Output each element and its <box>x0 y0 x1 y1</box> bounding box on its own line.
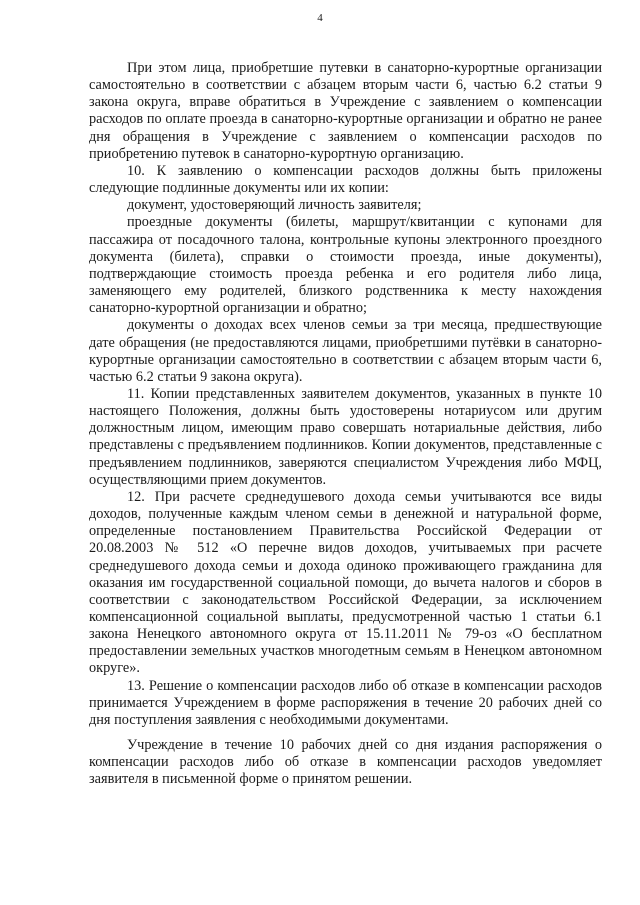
paragraph-identity-document: документ, удостоверяющий личность заявителя; <box>127 197 422 214</box>
paragraph-income-documents: документы о доходах всех членов семьи за три месяца, предшествующие дате обращения (не предоставляются лицами, приобретшими путёвки в санаторно-курортные организации самостоятельно в соответствии с абзацем вторым части 6, частью 6.2 статьи 9 закона округа). <box>89 317 602 385</box>
paragraph-11-copies: 11. Копии представленных заявителем документов, указанных в пункте 10 настоящего Положения, должны быть удостоверены нотариусом или другим должностным лицом, имеющим право совершать нотариальные действия, либо представлены с предъявлением подлинников. Копии документов, представленные с предъявлением подлинников, заверяются специалистом Учреждения либо МФЦ, осуществляющими прием документов. <box>89 385 602 488</box>
page-number: 4 <box>317 12 323 24</box>
paragraph-notification: Учреждение в течение 10 рабочих дней со дня издания распоряжения о компенсации расходов либо об отказе в компенсации расходов уведомляет заявителя в письменной форме о принятом решении. <box>89 737 602 788</box>
paragraph-10-documents: 10. К заявлению о компенсации расходов должны быть приложены следующие подлинные документы или их копии: <box>89 162 602 197</box>
paragraph-12-income-calculation: 12. При расчете среднедушевого дохода семьи учитываются все виды доходов, полученные каждым членом семьи в денежной и натуральной форме, определенные постановлением Правительства Российской Федерации от 20.08.2003 № 512 «О перечне видов доходов, учитываемых при расчете среднедушевого дохода семьи и дохода одиноко проживающего гражданина для оказания им государственной социальной помощи, до вычета налогов и сборов в соответствии с законодательством Российской Федерации, за исключением компенсационной социальной выплаты, предусмотренной частью 1 статьи 6.1 закона Ненецкого автономного округа от 15.11.2011 № 79-оз «О бесплатном предоставлении земельных участков многодетным семьям в Ненецком автономном округе». <box>89 488 602 677</box>
paragraph-13-decision: 13. Решение о компенсации расходов либо об отказе в компенсации расходов принимается Учреждением в форме распоряжения в течение 20 рабочих дней со дня поступления заявления с необходимыми документами. <box>89 677 602 728</box>
document-body <box>89 60 602 789</box>
paragraph-travel-self-purchase: При этом лица, приобретшие путевки в санаторно-курортные организации самостоятельно в соответствии с абзацем вторым части 6, частью 6.2 статьи 9 закона округа, вправе обратиться в Учреждение с заявлением о компенсации расходов по оплате проезда в санаторно-курортные организации и обратно не ранее дня обращения в Учреждение с заявлением о компенсации расходов по приобретению путевок в санаторно-курортную организацию. <box>89 60 602 162</box>
paragraph-travel-documents: проездные документы (билеты, маршрут/квитанции с купонами для пассажира от посадочного талона, контрольные купоны электронного проездного документа (билета), справки о стоимости проезда, иные документы), подтверждающие стоимость проезда ребенка и его родителя либо лица, заменяющего ему родителей, близкого родственника к месту нахождения санаторно-курортной организации и обратно; <box>89 214 602 317</box>
